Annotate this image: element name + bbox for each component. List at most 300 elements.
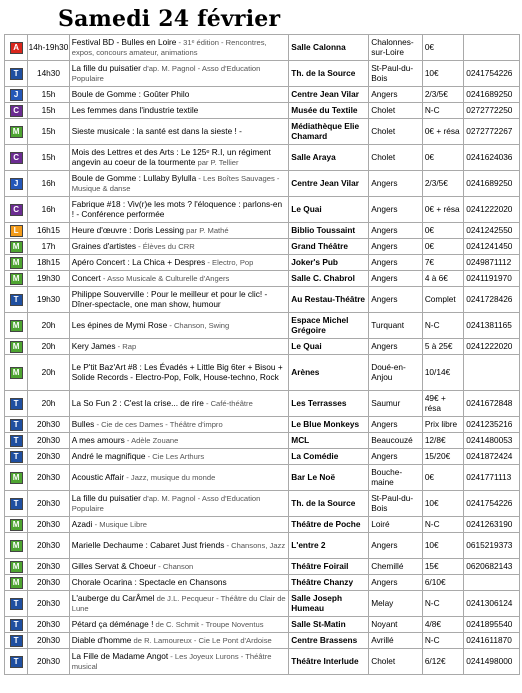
event-title: Heure d'œuvre : Doris Lessing — [71, 224, 184, 235]
category-badge: M — [10, 273, 23, 285]
event-details: d'ap. M. Pagnol - Asso d'Education Populaire — [71, 493, 261, 513]
phone-cell: 0249871112 — [464, 255, 520, 271]
category-cell — [5, 61, 28, 87]
category-cell — [5, 145, 28, 171]
venue-cell: Théâtre Interlude — [289, 649, 369, 675]
venue-cell: Salle Araya — [289, 145, 369, 171]
category-badge: T — [10, 398, 23, 410]
events-table — [4, 34, 520, 675]
phone-cell: 0241498000 — [464, 649, 520, 675]
city-cell: Bouche-maine — [369, 465, 423, 491]
time-cell: 20h — [28, 339, 69, 355]
time-cell: 20h — [28, 391, 69, 417]
time-cell: 14h-19h30 — [28, 35, 69, 61]
event-title: L'auberge du CarÂmel — [71, 592, 155, 603]
city-cell: Angers — [369, 271, 423, 287]
category-badge: C — [10, 152, 23, 164]
price-cell: N-C — [422, 633, 463, 649]
event-cell — [69, 559, 289, 575]
category-cell — [5, 355, 28, 391]
price-cell: 6/10€ — [422, 575, 463, 591]
event-cell — [69, 171, 289, 197]
table-row — [5, 649, 520, 675]
table-row — [5, 223, 520, 239]
event-title: André le magnifique — [71, 450, 146, 461]
price-cell: 12/8€ — [422, 433, 463, 449]
category-badge: T — [10, 451, 23, 463]
category-badge: T — [10, 435, 23, 447]
event-title: A mes amours — [71, 434, 125, 445]
venue-cell: Théâtre Chanzy — [289, 575, 369, 591]
table-row — [5, 591, 520, 617]
category-cell — [5, 491, 28, 517]
venue-cell: Centre Jean Vilar — [289, 87, 369, 103]
event-details: - Musique Libre — [92, 519, 147, 529]
event-details: de J.L. Pecqueur - Théâtre du Clair de Lune — [71, 593, 286, 613]
price-cell: N-C — [422, 103, 463, 119]
event-cell — [69, 119, 289, 145]
event-title: Festival BD - Bulles en Loire — [71, 36, 177, 47]
event-details: - 31ᵉ édition - Rencontres, expos, concours amateur, animations — [71, 37, 267, 57]
event-cell — [69, 255, 289, 271]
category-cell — [5, 271, 28, 287]
city-cell: Chemillé — [369, 559, 423, 575]
city-cell: Angers — [369, 197, 423, 223]
price-cell: 2/3/5€ — [422, 87, 463, 103]
event-title: Sieste musicale : la santé est dans la sieste ! - — [71, 125, 242, 136]
category-cell — [5, 313, 28, 339]
venue-cell: MCL — [289, 433, 369, 449]
phone-cell — [464, 35, 520, 61]
city-cell: Chalonnes-sur-Loire — [369, 35, 423, 61]
category-cell — [5, 87, 28, 103]
table-row — [5, 491, 520, 517]
table-row — [5, 449, 520, 465]
venue-cell: Salle Calonna — [289, 35, 369, 61]
venue-cell: Théâtre Foirail — [289, 559, 369, 575]
time-cell: 20h30 — [28, 417, 69, 433]
category-cell — [5, 223, 28, 239]
category-cell — [5, 119, 28, 145]
price-cell: N-C — [422, 313, 463, 339]
time-cell: 20h30 — [28, 465, 69, 491]
category-cell — [5, 433, 28, 449]
category-badge: M — [10, 577, 23, 589]
price-cell: 10€ — [422, 61, 463, 87]
city-cell: Angers — [369, 255, 423, 271]
event-cell — [69, 103, 289, 119]
event-title: Concert — [71, 272, 101, 283]
phone-cell: 0615219373 — [464, 533, 520, 559]
time-cell: 20h30 — [28, 649, 69, 675]
category-badge: M — [10, 561, 23, 573]
category-badge: M — [10, 241, 23, 253]
category-badge: T — [10, 68, 23, 80]
event-title: La fille du puisatier — [71, 492, 141, 503]
city-cell: Angers — [369, 339, 423, 355]
time-cell: 15h — [28, 119, 69, 145]
table-row — [5, 255, 520, 271]
event-details: de R. Lamoureux - Cie Le Pont d'Ardoise — [131, 635, 272, 645]
venue-cell: Le Quai — [289, 197, 369, 223]
event-cell — [69, 617, 289, 633]
category-badge: M — [10, 341, 23, 353]
phone-cell: 0241222020 — [464, 197, 520, 223]
category-badge: A — [10, 42, 23, 54]
table-row — [5, 287, 520, 313]
time-cell: 17h — [28, 239, 69, 255]
city-cell: Noyant — [369, 617, 423, 633]
venue-cell: Th. de la Source — [289, 491, 369, 517]
venue-cell: La Comédie — [289, 449, 369, 465]
venue-cell: Salle Joseph Humeau — [289, 591, 369, 617]
table-row — [5, 271, 520, 287]
event-title: Les femmes dans l'industrie textile — [71, 104, 199, 115]
phone-cell: 0241624036 — [464, 145, 520, 171]
event-title: Le P'tit Baz'Art #8 : Les Évadés + Little Big 6ter + Bisou + Solide Records - Electro-Pop, Folk, House-techno, Rock — [71, 361, 283, 382]
event-title: Gilles Servat & Choeur — [71, 560, 157, 571]
category-cell — [5, 171, 28, 197]
category-cell — [5, 591, 28, 617]
venue-cell: Biblio Toussaint — [289, 223, 369, 239]
category-badge: C — [10, 105, 23, 117]
event-cell — [69, 517, 289, 533]
time-cell: 14h30 — [28, 61, 69, 87]
price-cell: 0€ + résa — [422, 119, 463, 145]
city-cell: Saumur — [369, 391, 423, 417]
venue-cell: Au Restau-Théâtre — [289, 287, 369, 313]
table-row — [5, 559, 520, 575]
event-cell — [69, 355, 289, 391]
phone-cell: 0272772267 — [464, 119, 520, 145]
city-cell: Angers — [369, 223, 423, 239]
category-cell — [5, 35, 28, 61]
table-row — [5, 633, 520, 649]
event-cell — [69, 417, 289, 433]
event-details: - Café-théâtre — [203, 398, 253, 408]
time-cell: 15h — [28, 103, 69, 119]
phone-cell: 0241754226 — [464, 491, 520, 517]
city-cell: Beaucouzé — [369, 433, 423, 449]
event-cell — [69, 465, 289, 491]
time-cell: 20h30 — [28, 633, 69, 649]
table-row — [5, 517, 520, 533]
table-row — [5, 313, 520, 339]
time-cell: 16h — [28, 171, 69, 197]
table-row — [5, 145, 520, 171]
price-cell: 0€ — [422, 465, 463, 491]
table-row — [5, 239, 520, 255]
price-cell: 0€ — [422, 145, 463, 171]
category-cell — [5, 391, 28, 417]
venue-cell: Arènes — [289, 355, 369, 391]
time-cell: 20h30 — [28, 617, 69, 633]
phone-cell: 0241191970 — [464, 271, 520, 287]
phone-cell: 0620682143 — [464, 559, 520, 575]
category-badge: J — [10, 178, 23, 190]
venue-cell: Centre Jean Vilar — [289, 171, 369, 197]
event-cell — [69, 35, 289, 61]
category-cell — [5, 197, 28, 223]
table-row — [5, 417, 520, 433]
category-badge: T — [10, 598, 23, 610]
city-cell: Doué-en-Anjou — [369, 355, 423, 391]
city-cell: Cholet — [369, 119, 423, 145]
time-cell: 20h30 — [28, 433, 69, 449]
price-cell: N-C — [422, 517, 463, 533]
event-details: - Chanson — [156, 561, 194, 571]
venue-cell: Centre Brassens — [289, 633, 369, 649]
phone-cell — [464, 355, 520, 391]
city-cell: Angers — [369, 287, 423, 313]
venue-cell: Bar Le Noë — [289, 465, 369, 491]
category-badge: M — [10, 257, 23, 269]
category-cell — [5, 633, 28, 649]
table-row — [5, 465, 520, 491]
event-title: Boule de Gomme : Goûter Philo — [71, 88, 190, 99]
category-badge: T — [10, 656, 23, 668]
event-cell — [69, 449, 289, 465]
event-details: - Adèle Zouane — [124, 435, 179, 445]
table-row — [5, 355, 520, 391]
event-title: Fabrique #18 : Viv(r)e les mots ? l'éloquence : parlons-en ! - Conférence performée — [71, 198, 283, 219]
event-title: Pétard ça déménage ! — [71, 618, 154, 629]
category-cell — [5, 649, 28, 675]
price-cell: Prix libre — [422, 417, 463, 433]
city-cell: Turquant — [369, 313, 423, 339]
time-cell: 16h15 — [28, 223, 69, 239]
event-title: Mois des Lettres et des Arts : Le 125ᵉ R.I, un régiment angevin au coeur de la tourmente — [71, 146, 271, 167]
category-badge: M — [10, 540, 23, 552]
category-badge: M — [10, 367, 23, 379]
event-details: - Chansons, Jazz — [224, 540, 286, 550]
category-badge: J — [10, 89, 23, 101]
table-row — [5, 575, 520, 591]
category-badge: T — [10, 619, 23, 631]
price-cell: 10/14€ — [422, 355, 463, 391]
category-cell — [5, 559, 28, 575]
venue-cell: Grand Théâtre — [289, 239, 369, 255]
phone-cell: 0241754226 — [464, 61, 520, 87]
time-cell: 20h30 — [28, 533, 69, 559]
category-cell — [5, 533, 28, 559]
city-cell: Angers — [369, 87, 423, 103]
event-title: La fille du puisatier — [71, 62, 141, 73]
event-cell — [69, 433, 289, 449]
table-row — [5, 339, 520, 355]
price-cell: 6/12€ — [422, 649, 463, 675]
event-title: Philippe Souverville : Pour le meilleur et pour le clic! - Dîner-spectacle, one man show, humour — [71, 288, 268, 309]
event-title: La Fille de Madame Angot — [71, 650, 169, 661]
event-details: - Cie de ces Dames - Théâtre d'impro — [94, 419, 223, 429]
category-cell — [5, 417, 28, 433]
phone-cell: 0241480053 — [464, 433, 520, 449]
city-cell: Cholet — [369, 145, 423, 171]
phone-cell: 0241872424 — [464, 449, 520, 465]
phone-cell: 0241306124 — [464, 591, 520, 617]
category-cell — [5, 465, 28, 491]
time-cell: 19h30 — [28, 271, 69, 287]
category-badge: T — [10, 419, 23, 431]
phone-cell: 0241689250 — [464, 171, 520, 197]
event-details: - Asso Musicale & Culturelle d'Angers — [100, 273, 230, 283]
price-cell: Complet — [422, 287, 463, 313]
venue-cell: Théâtre de Poche — [289, 517, 369, 533]
price-cell: 10€ — [422, 533, 463, 559]
time-cell: 20h30 — [28, 517, 69, 533]
city-cell: Angers — [369, 171, 423, 197]
event-title: Acoustic Affair — [71, 471, 125, 482]
price-cell: 4 à 6€ — [422, 271, 463, 287]
city-cell: Angers — [369, 575, 423, 591]
event-cell — [69, 575, 289, 591]
event-details: - Les Boîtes Sauvages - Musique & danse — [71, 173, 280, 193]
event-cell — [69, 533, 289, 559]
table-row — [5, 171, 520, 197]
category-badge: L — [10, 225, 23, 237]
event-cell — [69, 633, 289, 649]
event-cell — [69, 591, 289, 617]
venue-cell: Salle St-Matin — [289, 617, 369, 633]
price-cell: 15/20€ — [422, 449, 463, 465]
city-cell: St-Paul-du-Bois — [369, 491, 423, 517]
phone-cell: 0241381165 — [464, 313, 520, 339]
event-details: par P. Mathé — [184, 225, 229, 235]
venue-cell: Le Quai — [289, 339, 369, 355]
event-title: Azadi — [71, 518, 93, 529]
category-cell — [5, 517, 28, 533]
city-cell: Angers — [369, 417, 423, 433]
phone-cell: 0241895540 — [464, 617, 520, 633]
price-cell: 4/8€ — [422, 617, 463, 633]
event-details: - Electro, Pop — [205, 257, 254, 267]
category-cell — [5, 239, 28, 255]
event-details: - Jazz, musique du monde — [124, 472, 216, 482]
table-row — [5, 433, 520, 449]
phone-cell: 0241771113 — [464, 465, 520, 491]
time-cell: 20h30 — [28, 575, 69, 591]
event-cell — [69, 339, 289, 355]
event-details: - Cie Les Arthurs — [145, 451, 205, 461]
venue-cell: Joker's Pub — [289, 255, 369, 271]
price-cell: 0€ — [422, 35, 463, 61]
event-cell — [69, 313, 289, 339]
city-cell: St-Paul-du-Bois — [369, 61, 423, 87]
phone-cell: 0272772250 — [464, 103, 520, 119]
price-cell: 15€ — [422, 559, 463, 575]
city-cell: Angers — [369, 533, 423, 559]
category-cell — [5, 449, 28, 465]
city-cell: Avrillé — [369, 633, 423, 649]
price-cell: 0€ + résa — [422, 197, 463, 223]
event-cell — [69, 61, 289, 87]
category-badge: T — [10, 294, 23, 306]
category-cell — [5, 255, 28, 271]
category-cell — [5, 287, 28, 313]
event-title: Apéro Concert : La Chica + Despres — [71, 256, 206, 267]
time-cell: 20h — [28, 355, 69, 391]
category-cell — [5, 617, 28, 633]
table-row — [5, 119, 520, 145]
category-badge: M — [10, 126, 23, 138]
event-cell — [69, 649, 289, 675]
time-cell: 20h30 — [28, 559, 69, 575]
phone-cell: 0241728426 — [464, 287, 520, 313]
city-cell: Loiré — [369, 517, 423, 533]
time-cell: 20h — [28, 313, 69, 339]
category-cell — [5, 339, 28, 355]
table-row — [5, 533, 520, 559]
event-cell — [69, 239, 289, 255]
category-badge: T — [10, 498, 23, 510]
event-title: Kery James — [71, 340, 116, 351]
event-cell — [69, 145, 289, 171]
time-cell: 15h — [28, 145, 69, 171]
city-cell: Angers — [369, 449, 423, 465]
phone-cell: 0241689250 — [464, 87, 520, 103]
table-row — [5, 103, 520, 119]
phone-cell: 0241222020 — [464, 339, 520, 355]
price-cell: 7€ — [422, 255, 463, 271]
venue-cell: Les Terrasses — [289, 391, 369, 417]
event-cell — [69, 391, 289, 417]
event-title: Marielle Dechaume : Cabaret Just friends — [71, 539, 225, 550]
category-badge: T — [10, 635, 23, 647]
event-cell — [69, 491, 289, 517]
price-cell: 10€ — [422, 491, 463, 517]
price-cell: 0€ — [422, 223, 463, 239]
event-title: Chorale Ocarina : Spectacle en Chansons — [71, 576, 227, 587]
event-title: Les épines de Mymi Rose — [71, 319, 168, 330]
time-cell: 18h15 — [28, 255, 69, 271]
time-cell: 20h30 — [28, 591, 69, 617]
phone-cell: 0241235216 — [464, 417, 520, 433]
event-details: - Élèves du CRR — [136, 241, 195, 251]
phone-cell: 0241242550 — [464, 223, 520, 239]
city-cell: Cholet — [369, 103, 423, 119]
venue-cell: Salle C. Chabrol — [289, 271, 369, 287]
time-cell: 20h30 — [28, 449, 69, 465]
category-badge: C — [10, 204, 23, 216]
event-details: - Rap — [115, 341, 137, 351]
event-cell — [69, 197, 289, 223]
venue-cell: Musée du Textile — [289, 103, 369, 119]
event-title: Graines d'artistes — [71, 240, 137, 251]
price-cell: 49€ + résa — [422, 391, 463, 417]
price-cell: N-C — [422, 591, 463, 617]
event-cell — [69, 271, 289, 287]
time-cell: 19h30 — [28, 287, 69, 313]
event-cell — [69, 223, 289, 239]
event-details: - Les Joyeux Lurons - Théâtre musical — [71, 651, 272, 671]
price-cell: 5 à 25€ — [422, 339, 463, 355]
phone-cell: 0241611870 — [464, 633, 520, 649]
price-cell: 0€ — [422, 239, 463, 255]
category-badge: M — [10, 472, 23, 484]
event-cell — [69, 287, 289, 313]
table-row — [5, 617, 520, 633]
venue-cell: Espace Michel Grégoire — [289, 313, 369, 339]
table-row — [5, 197, 520, 223]
phone-cell: 0241672848 — [464, 391, 520, 417]
event-title: La So Fun 2 : C'est la crise... de rire — [71, 397, 204, 408]
event-details: par P. Tellier — [195, 157, 239, 167]
venue-cell: Le Blue Monkeys — [289, 417, 369, 433]
phone-cell: 0241263190 — [464, 517, 520, 533]
venue-cell: Th. de la Source — [289, 61, 369, 87]
phone-cell: 0241241450 — [464, 239, 520, 255]
event-title: Bulles — [71, 418, 95, 429]
